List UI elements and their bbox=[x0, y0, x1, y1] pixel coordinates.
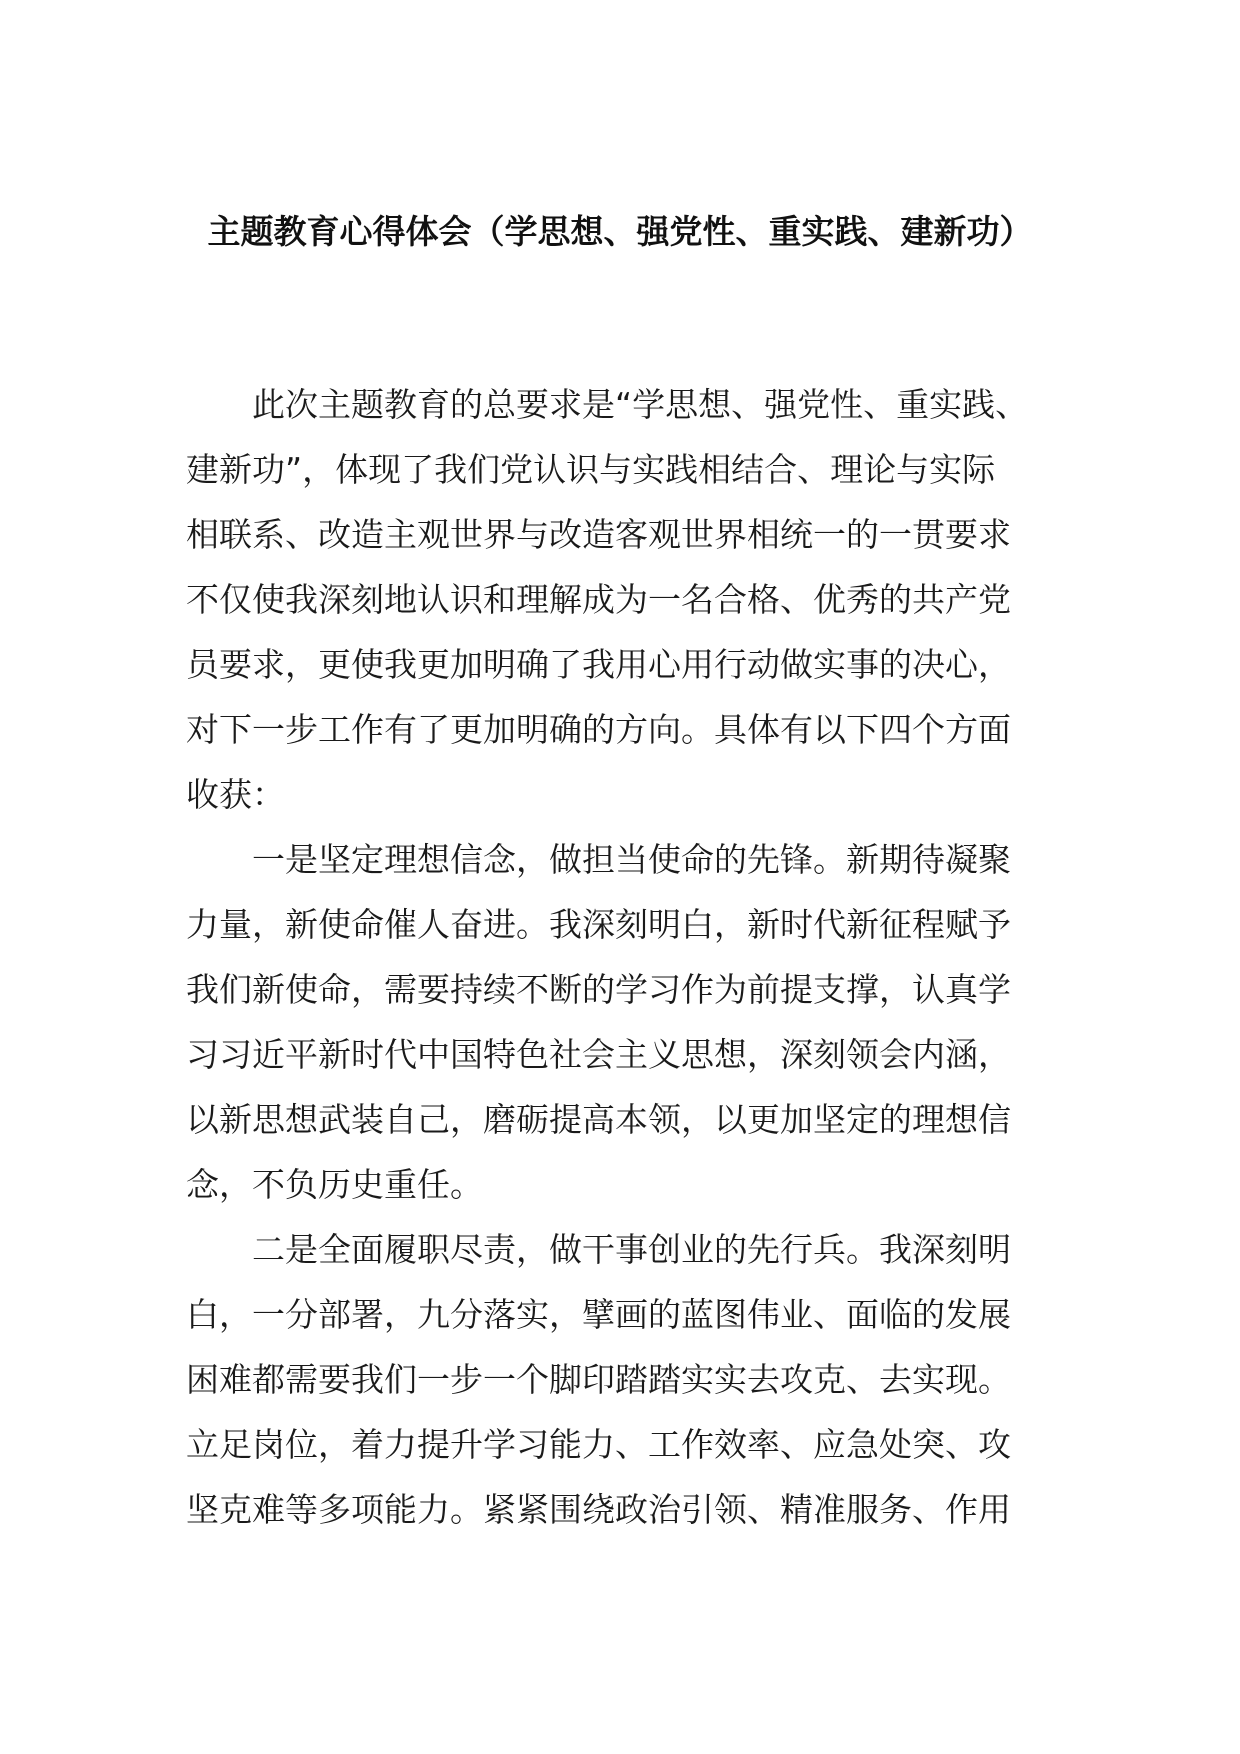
text-line: 不仅使我深刻地认识和理解成为一名合格、优秀的共产党 bbox=[186, 580, 1011, 619]
document-title: 主题教育心得体会（学思想、强党性、重实践、建新功） bbox=[207, 212, 1033, 251]
text-line: 我们新使命，需要持续不断的学习作为前提支撑，认真学 bbox=[186, 970, 1011, 1009]
text-line: 坚克难等多项能力。紧紧围绕政治引领、精准服务、作用 bbox=[186, 1490, 1011, 1529]
text-line: 习习近平新时代中国特色社会主义思想，深刻领会内涵， bbox=[186, 1035, 1011, 1074]
text-line: 建新功”，体现了我们党认识与实践相结合、理论与实际 bbox=[186, 450, 996, 489]
text-line: 相联系、改造主观世界与改造客观世界相统一的一贯要求 bbox=[186, 515, 1011, 554]
text-line: 一是坚定理想信念，做担当使命的先锋。新期待凝聚 bbox=[252, 840, 1011, 879]
paragraph-intro bbox=[186, 372, 1052, 827]
text-line: 力量，新使命催人奋进。我深刻明白，新时代新征程赋予 bbox=[186, 905, 1011, 944]
paragraph-point-two bbox=[186, 1217, 1052, 1542]
text-line: 对下一步工作有了更加明确的方向。具体有以下四个方面 bbox=[186, 710, 1011, 749]
text-line: 此次主题教育的总要求是“学思想、强党性、重实践、 bbox=[252, 385, 1029, 424]
text-line: 收获： bbox=[186, 775, 285, 814]
text-line: 白，一分部署，九分落实，擘画的蓝图伟业、面临的发展 bbox=[186, 1295, 1011, 1334]
text-line: 念，不负历史重任。 bbox=[186, 1165, 483, 1204]
text-line: 困难都需要我们一步一个脚印踏踏实实去攻克、去实现。 bbox=[186, 1360, 1011, 1399]
paragraph-point-one bbox=[186, 827, 1052, 1217]
document-body bbox=[186, 372, 1052, 1542]
text-line: 立足岗位，着力提升学习能力、工作效率、应急处突、攻 bbox=[186, 1425, 1011, 1464]
text-line: 二是全面履职尽责，做干事创业的先行兵。我深刻明 bbox=[252, 1230, 1011, 1269]
text-line: 员要求，更使我更加明确了我用心用行动做实事的决心， bbox=[186, 645, 1011, 684]
text-line: 以新思想武装自己，磨砺提高本领，以更加坚定的理想信 bbox=[186, 1100, 1011, 1139]
